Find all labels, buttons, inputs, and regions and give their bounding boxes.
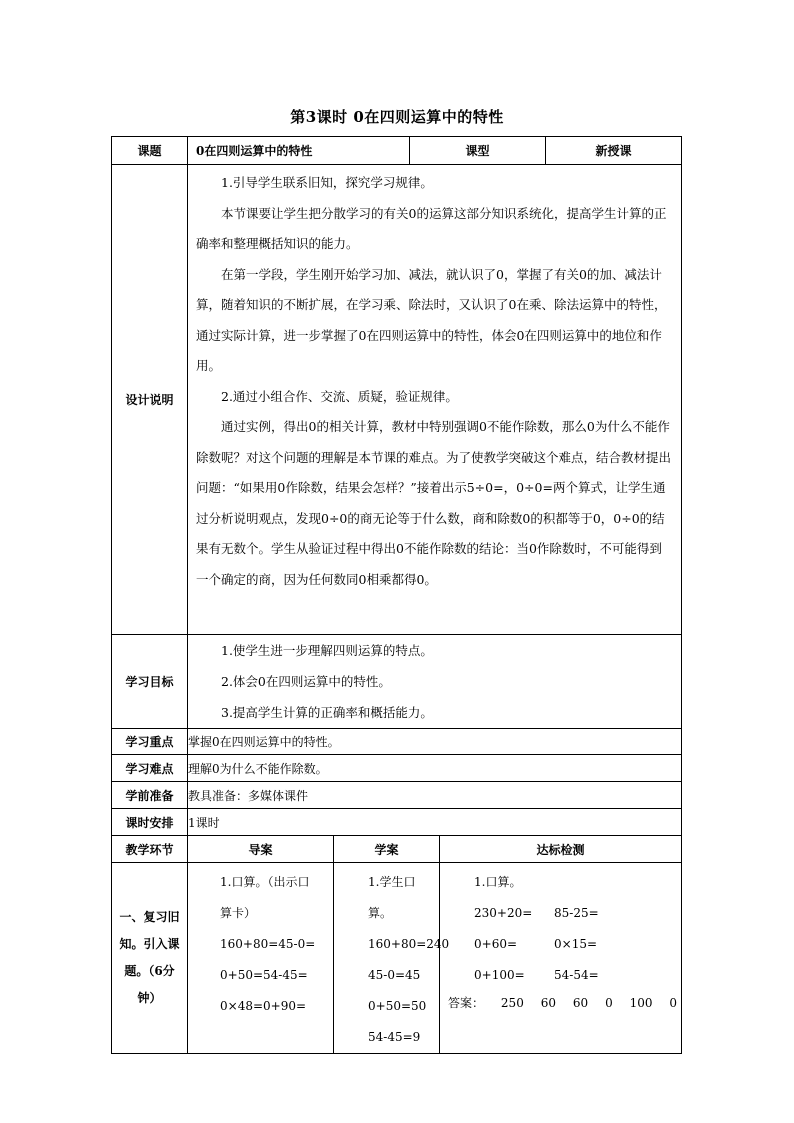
- design-paragraph: 通过实例，得出0的相关计算，教材中特别强调0不能作除数，那么0为什么不能作除数呢？对这个问题的理解是本节课的难点。为了使教学突破这个难点，结合教材提出问题：“如果用0作除数，结果会怎样？”接着出示5÷0=，0÷0=两个算式，让学生通过分析说明观点，发现0÷0的商无论等于什么数，商和除数0的积都等于0，0÷0的结果有无数个。学生从验证过程中得出0不能作除数的结论：当0作除数时，不可能得到一个确定的商，因为任何数同0相乘都得0。: [196, 419, 672, 587]
- topic-row: [112, 137, 682, 165]
- learn-line: 1.学生口算。: [368, 875, 416, 920]
- goal-item: 2.体会0在四则运算中的特性。: [221, 674, 391, 689]
- guide-line: 算卡）: [220, 906, 257, 920]
- check-title: 1.口算。: [474, 875, 522, 889]
- schedule-label: 课时安排: [112, 809, 188, 836]
- goal-item: 3.提高学生计算的正确率和概括能力。: [221, 705, 433, 720]
- answer-value: 250: [500, 996, 524, 1010]
- check-row: [448, 960, 681, 991]
- key-value: 掌握0在四则运算中的特性。: [188, 729, 682, 755]
- topic-label: 课题: [112, 137, 188, 165]
- check-row: [448, 898, 681, 929]
- key-row: [112, 729, 682, 755]
- check-header: 达标检测: [440, 836, 682, 863]
- prep-row: [112, 782, 682, 809]
- stage1-label: 一、复习旧知。引入课题。（6分钟）: [112, 863, 188, 1054]
- process-label: 教学环节: [112, 836, 188, 863]
- guide-content: [188, 863, 334, 1054]
- design-paragraph: 在第一学段，学生刚开始学习加、减法，就认识了0，掌握了有关0的加、减法计算，随着知识的不断扩展，在学习乘、除法时，又认识了0在乘、除法运算中的特性，通过实际计算，进一步掌握了0在四则运算中的特性，体会0在四则运算中的地位和作用。: [196, 266, 667, 373]
- goal-item: 1.使学生进一步理解四则运算的特点。: [221, 643, 433, 658]
- answer-value: 60: [572, 996, 589, 1010]
- check-expr: 0+100=: [474, 968, 525, 982]
- check-expr: 0+60=: [474, 937, 518, 951]
- check-content: [440, 863, 682, 1054]
- answer-value: 0: [605, 996, 613, 1010]
- guide-line: 0+50=54-45=: [220, 968, 308, 982]
- check-expr: 230+20=: [474, 906, 533, 920]
- learn-line: 54-45=9: [368, 1030, 421, 1044]
- page-title: 第3课时 0在四则运算中的特性: [290, 108, 504, 126]
- difficulty-value: 理解0为什么不能作除数。: [188, 755, 682, 782]
- check-expr: 54-54=: [554, 968, 599, 982]
- type-label: 课型: [410, 137, 546, 165]
- answer-line: [448, 991, 681, 1015]
- design-content: [188, 165, 682, 635]
- design-paragraph: 2.通过小组合作、交流、质疑，验证规律。: [221, 388, 458, 404]
- difficulty-row: [112, 755, 682, 782]
- learn-line: 0+50=50: [368, 999, 427, 1013]
- design-row: [112, 165, 682, 635]
- key-label: 学习重点: [112, 729, 188, 755]
- lesson-plan-table: [111, 136, 682, 1054]
- stage1-row: [112, 863, 682, 1054]
- type-value: 新授课: [546, 137, 682, 165]
- schedule-value: 1课时: [188, 809, 682, 836]
- answer-label: 答案：: [448, 996, 485, 1010]
- prep-value: 教具准备：多媒体课件: [188, 782, 682, 809]
- answer-value: 60: [540, 996, 556, 1010]
- goals-row: [112, 635, 682, 729]
- design-paragraph: 本节课要让学生把分散学习的有关0的运算这部分知识系统化，提高学生计算的正确率和整理概括知识的能力。: [196, 205, 667, 251]
- check-expr: 85-25=: [554, 906, 599, 920]
- learn-content: [334, 863, 450, 1054]
- goals-label: 学习目标: [112, 635, 188, 729]
- guide-header: 导案: [188, 836, 334, 863]
- design-paragraph: 1.引导学生联系旧知，探究学习规律。: [221, 175, 433, 190]
- guide-line: 0×48=0+90=: [220, 999, 307, 1013]
- check-row: [448, 929, 681, 960]
- check-expr: 0×15=: [554, 937, 598, 951]
- answer-value: 100: [629, 996, 653, 1010]
- topic-value: 0在四则运算中的特性: [188, 137, 410, 165]
- guide-line: 1.口算。（出示口: [220, 875, 310, 889]
- prep-label: 学前准备: [112, 782, 188, 809]
- learn-line: 160+80=240: [368, 937, 450, 951]
- design-label: 设计说明: [112, 165, 188, 635]
- process-header-row: [112, 836, 682, 863]
- goals-content: [188, 635, 682, 729]
- guide-line: 160+80=45-0=: [220, 937, 316, 951]
- learn-line: 45-0=45: [368, 968, 421, 982]
- schedule-row: [112, 809, 682, 836]
- difficulty-label: 学习难点: [112, 755, 188, 782]
- answer-value: 0: [669, 996, 678, 1010]
- learn-header: 学案: [334, 836, 440, 863]
